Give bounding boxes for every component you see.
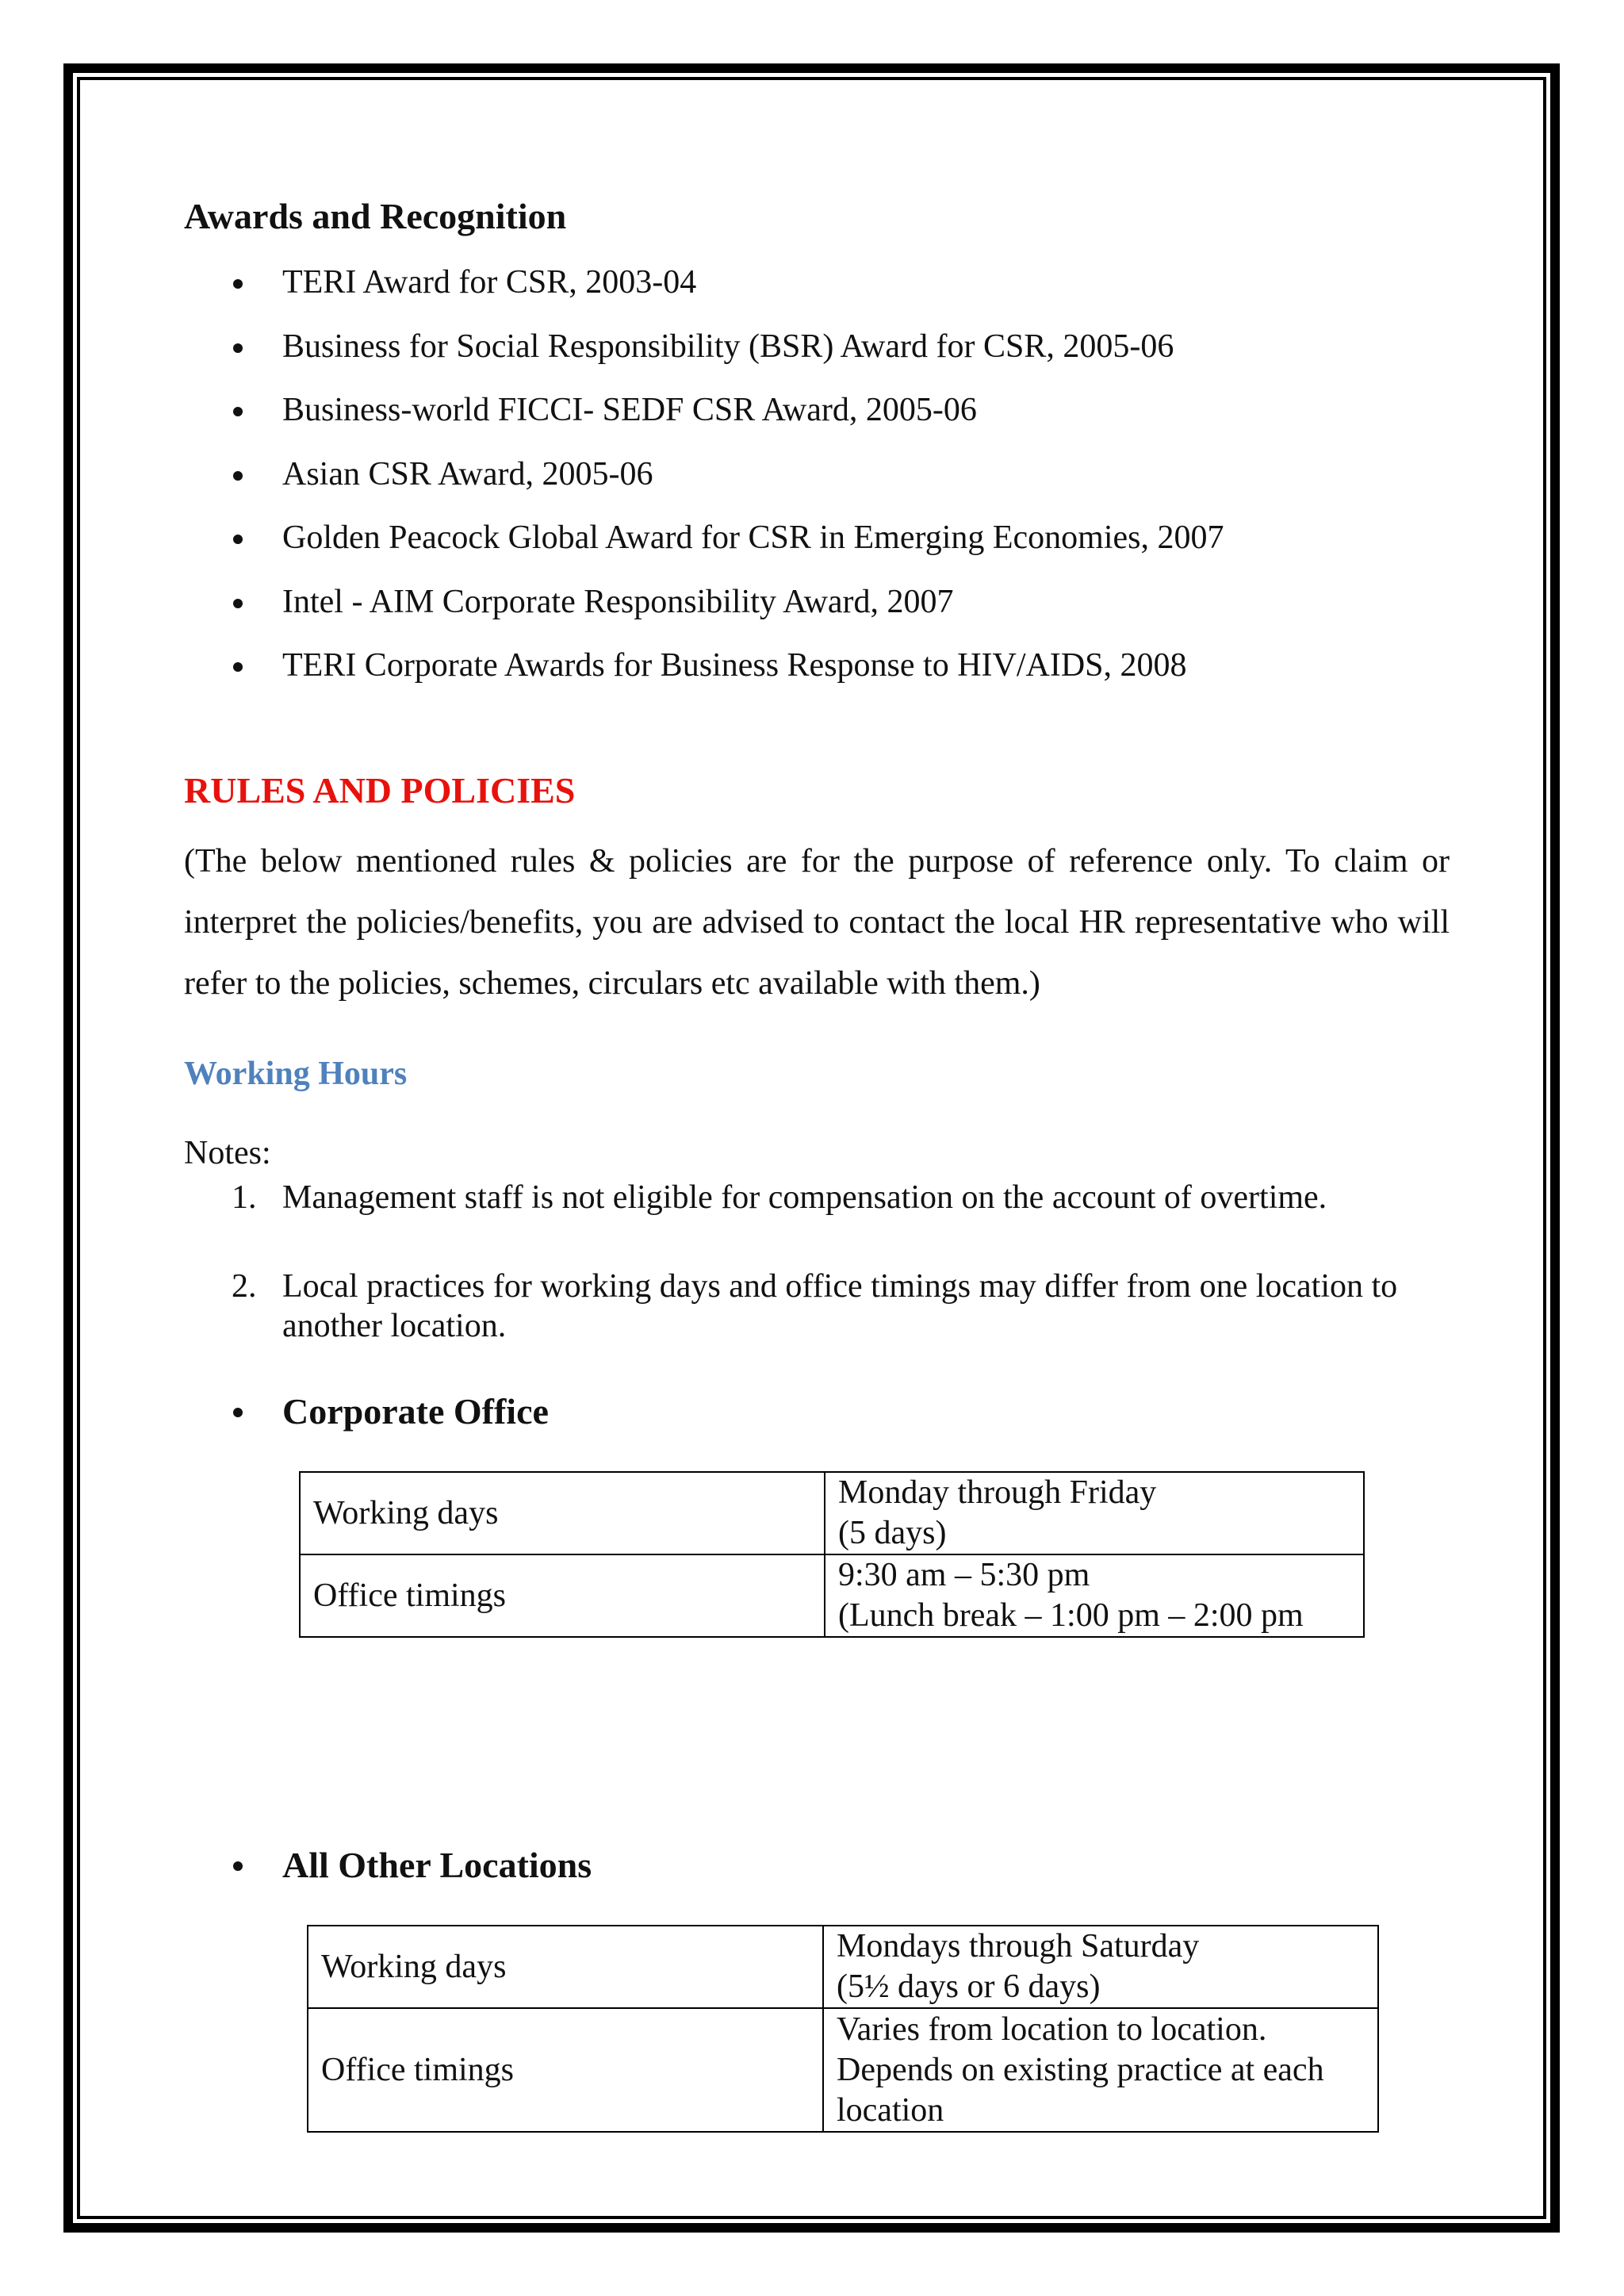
table-row — [300, 1554, 1364, 1637]
award-item-text: Asian CSR Award, 2005-06 — [282, 456, 653, 493]
bullet-icon — [233, 599, 243, 608]
row-label: Working days — [300, 1472, 825, 1554]
bullet-icon — [233, 343, 243, 353]
award-item-text: TERI Corporate Awards for Business Response to HIV/AIDS, 2008 — [282, 647, 1187, 684]
bullet-icon — [233, 407, 243, 416]
row-value-line: (5 days) — [838, 1515, 947, 1551]
table-row — [308, 1926, 1378, 2008]
row-value-line: Depends on existing practice at each — [837, 2051, 1324, 2088]
working-hours-heading: Working Hours — [184, 1056, 408, 1092]
row-value-line: (5½ days or 6 days) — [837, 1968, 1101, 2005]
rules-heading: RULES AND POLICIES — [184, 770, 576, 811]
table-row — [308, 2008, 1378, 2132]
award-item-text: Business for Social Responsibility (BSR) Award for CSR, 2005-06 — [282, 328, 1174, 365]
note-text: Management staff is not eligible for compensation on the account of overtime. — [282, 1179, 1327, 1216]
other-locations-table — [307, 1925, 1379, 2133]
row-value-line: location — [837, 2091, 944, 2129]
row-label: Working days — [308, 1926, 823, 2008]
row-value-line: Monday through Friday — [838, 1474, 1157, 1511]
row-value-line: Varies from location to location. — [837, 2010, 1267, 2048]
row-value-line: 9:30 am – 5:30 pm — [838, 1557, 1090, 1593]
table-row — [300, 1472, 1364, 1554]
bullet-icon — [233, 279, 243, 289]
bullet-icon — [233, 1408, 243, 1417]
row-value — [823, 1926, 1378, 2008]
row-value-line: (Lunch break – 1:00 pm – 2:00 pm — [838, 1597, 1304, 1634]
bullet-icon — [233, 471, 243, 481]
row-value — [825, 1554, 1364, 1637]
row-value — [823, 2008, 1378, 2132]
bullet-icon — [233, 662, 243, 672]
award-item-text: Intel - AIM Corporate Responsibility Award, 2007 — [282, 584, 954, 620]
note-text: Local practices for working days and office timings may differ from one location to another location. — [282, 1268, 1398, 1344]
bullet-icon — [233, 535, 243, 544]
corporate-office-title: Corporate Office — [282, 1391, 549, 1432]
rules-intro: (The below mentioned rules & policies are for the purpose of reference only. To claim or interpret the policies/benefits, you are advised to contact the local HR representative who will refer to the policies, schemes, circulars etc available with them.) — [184, 843, 1450, 1002]
award-item-text: Golden Peacock Global Award for CSR in Emerging Economies, 2007 — [282, 519, 1224, 556]
awards-heading: Awards and Recognition — [184, 196, 567, 236]
row-label: Office timings — [308, 2008, 823, 2132]
award-item-text: Business-world FICCI- SEDF CSR Award, 2005-06 — [282, 392, 977, 428]
award-item-text: TERI Award for CSR, 2003-04 — [282, 264, 697, 301]
notes-label: Notes: — [184, 1135, 271, 1171]
row-value-line: Mondays through Saturday — [837, 1928, 1200, 1964]
row-label: Office timings — [300, 1554, 825, 1637]
bullet-icon — [233, 1861, 243, 1871]
corporate-office-table — [299, 1471, 1365, 1638]
row-value — [825, 1472, 1364, 1554]
note-number: 2. — [232, 1268, 257, 1305]
note-number: 1. — [232, 1179, 257, 1216]
other-locations-title: All Other Locations — [282, 1845, 592, 1885]
